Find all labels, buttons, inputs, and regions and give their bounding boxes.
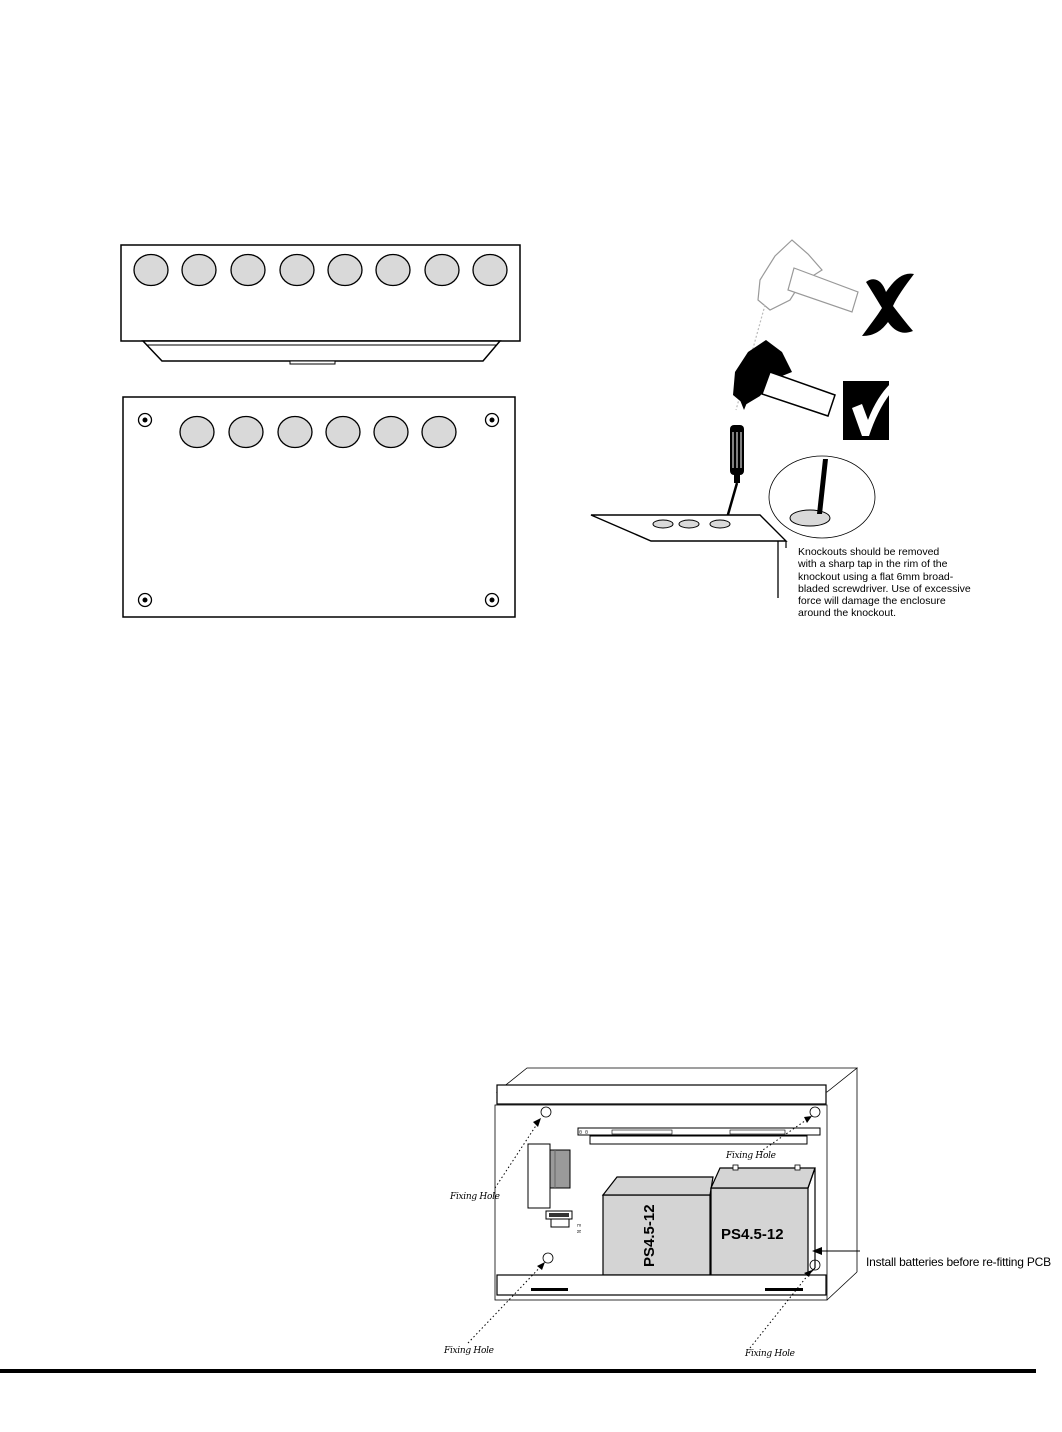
battery-left [603, 1177, 713, 1275]
knockout-hole [231, 255, 265, 286]
knockout-hole [374, 417, 408, 448]
hammer-right-icon [733, 340, 835, 416]
knockout-hole [425, 255, 459, 286]
knockout-hole [280, 255, 314, 286]
strip-mark: 0 0 [579, 1130, 589, 1136]
bottom-mounting-rail [497, 1275, 826, 1295]
install-callout-arrow [812, 1247, 860, 1255]
cross-mark-icon [862, 274, 914, 336]
battery-enclosure-diagram [468, 1068, 860, 1348]
note-line: force will damage the enclosure [798, 595, 946, 608]
knockout-hole [376, 255, 410, 286]
knockout-hole [229, 417, 263, 448]
enclosure-top-view [121, 245, 520, 364]
battery-terminal [733, 1165, 738, 1170]
enclosure-top-body [121, 245, 520, 341]
knockout-hole [180, 417, 214, 448]
fixing-hole-label: Fixing Hole [444, 1346, 494, 1356]
battery-label-side: PS4.5-12 [721, 1226, 784, 1243]
fixing-hole-label: Fixing Hole [745, 1349, 795, 1359]
screwdriver-icon [727, 425, 744, 518]
knockout-hole [278, 417, 312, 448]
knockout-hole [422, 417, 456, 448]
top-mounting-rail [497, 1085, 826, 1104]
knockout-hole [182, 255, 216, 286]
fixing-hole-label: Fixing Hole [450, 1192, 500, 1202]
footer-rule [0, 1369, 1036, 1373]
check-mark-icon [843, 381, 893, 440]
fixing-hole [541, 1107, 551, 1117]
knockout-hole [473, 255, 507, 286]
note-line: with a sharp tap in the rim of the [798, 558, 948, 571]
note-line: knockout using a flat 6mm broad- [798, 570, 954, 583]
install-batteries-callout: Install batteries before re-fitting PCB [866, 1255, 1051, 1269]
battery-label-front: PS4.5-12 [641, 1204, 658, 1267]
knockout-removal-note [798, 546, 971, 620]
enclosure-top-lid [143, 341, 500, 361]
knockout-hole [326, 417, 360, 448]
note-line: around the knockout. [798, 607, 897, 620]
connector-marks: E N [575, 1224, 581, 1234]
magnified-detail-icon [769, 456, 875, 538]
note-line: bladed screwdriver. Use of excessive [798, 582, 971, 595]
battery-terminal [795, 1165, 800, 1170]
knockout-hole [134, 255, 168, 286]
battery-right [711, 1165, 815, 1275]
enclosure-top-tab [290, 361, 335, 364]
enclosure-back-plate [123, 397, 515, 617]
knockout-hole [328, 255, 362, 286]
fixing-hole [543, 1253, 553, 1263]
note-line: Knockouts should be removed [798, 546, 940, 558]
panel-with-knockouts [591, 515, 786, 598]
fixing-hole [810, 1107, 820, 1117]
knockout-removal-illustration [591, 240, 914, 598]
fixing-hole-label: Fixing Hole [726, 1151, 776, 1161]
